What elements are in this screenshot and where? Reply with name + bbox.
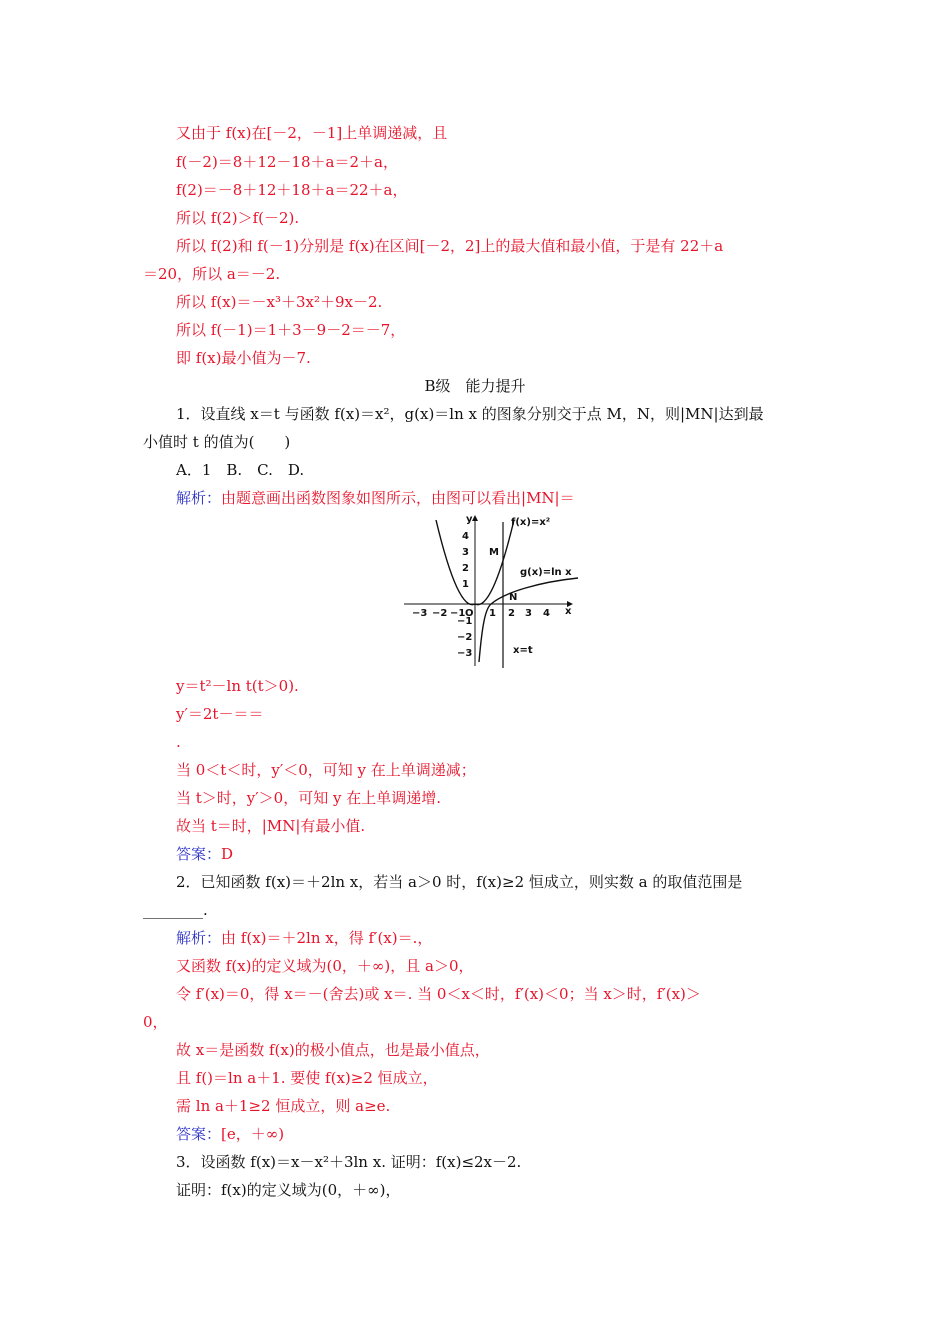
text-line: 又函数 f(x)的定义域为(0，＋∞)，且 a＞0， xyxy=(176,957,474,975)
answer-options: A．1 B. C. D. xyxy=(176,461,305,479)
y-tick-label: 3 xyxy=(462,547,469,558)
x-tick-label: −3 xyxy=(412,608,428,619)
question-text: 小值时 t 的值为( ) xyxy=(143,433,291,451)
text-line: 0， xyxy=(143,1013,168,1031)
text-line: 所以 f(－1)＝1＋3－9－2＝－7， xyxy=(176,321,406,339)
proof-text: 证明：f(x)的定义域为(0，＋∞)， xyxy=(176,1181,401,1199)
y-tick-label: −1 xyxy=(457,616,473,627)
question-text: 1．设直线 x＝t 与函数 f(x)＝x²，g(x)＝ln x 的图象分别交于点 M，N，则|MN|达到最 xyxy=(176,405,764,423)
point-m-label: M xyxy=(489,547,499,558)
text-line: y＝t²－ln t(t＞0). xyxy=(176,677,299,695)
f-curve-label: f(x)=x² xyxy=(511,517,551,528)
analysis-text: 由题意画出函数图象如图所示，由图可以看出|MN|＝ xyxy=(221,489,575,507)
text-line: 故当 t＝时，|MN|有最小值. xyxy=(176,817,366,835)
text-line: 又由于 f(x)在[－2，－1]上单调递减，且 xyxy=(176,124,448,142)
question-text: 2．已知函数 f(x)＝＋2ln x，若当 a＞0 时，f(x)≥2 恒成立，则实数 a 的取值范围是 xyxy=(176,873,743,891)
answer-value: D xyxy=(221,845,234,863)
text-line: 所以 f(2)和 f(－1)分别是 f(x)在区间[－2，2]上的最大值和最小值，于是有 22＋a xyxy=(176,237,724,255)
y-tick-label: 4 xyxy=(462,531,469,542)
text-line: 故 x＝是函数 f(x)的极小值点，也是最小值点， xyxy=(176,1041,490,1059)
text-line: 且 f()＝ln a＋1. 要使 f(x)≥2 恒成立， xyxy=(176,1069,438,1087)
x-tick-label: 3 xyxy=(525,608,532,619)
y-tick-label: 1 xyxy=(462,579,469,590)
line-label: x=t xyxy=(513,645,533,656)
analysis-label: 解析： xyxy=(176,489,222,507)
answer-line xyxy=(176,844,233,864)
text-line: 当 t＞时，y′＞0，可知 y 在上单调递增. xyxy=(176,789,441,807)
answer-label: 答案： xyxy=(176,845,222,863)
y-tick-label: 2 xyxy=(462,563,469,574)
question-text: 3．设函数 f(x)＝x－x²＋3ln x. 证明：f(x)≤2x－2. xyxy=(176,1153,522,1171)
text-line: y′＝2t－＝＝ xyxy=(176,705,264,723)
answer-value: [e，＋∞) xyxy=(221,1125,285,1143)
x-tick-label: 2 xyxy=(508,608,515,619)
y-tick-label: −2 xyxy=(457,632,473,643)
analysis-label: 解析： xyxy=(176,929,222,947)
text-line: . xyxy=(176,733,181,751)
analysis-line xyxy=(176,928,432,948)
y-axis-label: y xyxy=(466,514,473,525)
g-curve-label: g(x)=ln x xyxy=(520,567,572,578)
x-tick-label: 1 xyxy=(489,608,496,619)
text-line: 当 0＜t＜时，y′＜0，可知 y 在上单调递减； xyxy=(176,761,476,779)
origin-label: O xyxy=(465,608,474,619)
y-tick-label: −3 xyxy=(457,648,473,659)
answer-line xyxy=(176,1124,284,1144)
point-n-label: N xyxy=(509,592,518,603)
x-tick-label: 4 xyxy=(543,608,550,619)
x-axis-label: x xyxy=(565,606,572,617)
text-line: 所以 f(2)＞f(－2). xyxy=(176,209,300,227)
x-tick-label: −2 xyxy=(432,608,448,619)
answer-label: 答案： xyxy=(176,1125,222,1143)
analysis-text: 由 f(x)＝＋2ln x，得 f′(x)＝.， xyxy=(221,929,433,947)
analysis-line xyxy=(176,488,575,508)
text-line: ＝20，所以 a＝－2. xyxy=(143,265,281,283)
text-line: f(2)＝－8＋12＋18＋a＝22＋a， xyxy=(176,181,408,199)
x-tick-label: −1 xyxy=(450,608,466,619)
section-heading: B级 能力提升 xyxy=(424,377,526,395)
answer-blank: ________. xyxy=(143,901,208,919)
text-line: 令 f′(x)＝0，得 x＝－(舍去)或 x＝. 当 0＜x＜时，f′(x)＜0；当 x＞时，f′(x)＞ xyxy=(176,985,701,1003)
text-line: 需 ln a＋1≥2 恒成立，则 a≥e. xyxy=(176,1097,391,1115)
text-line: f(－2)＝8＋12－18＋a＝2＋a， xyxy=(176,153,398,171)
text-line: 即 f(x)最小值为－7. xyxy=(176,349,311,367)
text-line: 所以 f(x)＝－x³＋3x²＋9x－2. xyxy=(176,293,383,311)
function-graph xyxy=(400,512,590,670)
